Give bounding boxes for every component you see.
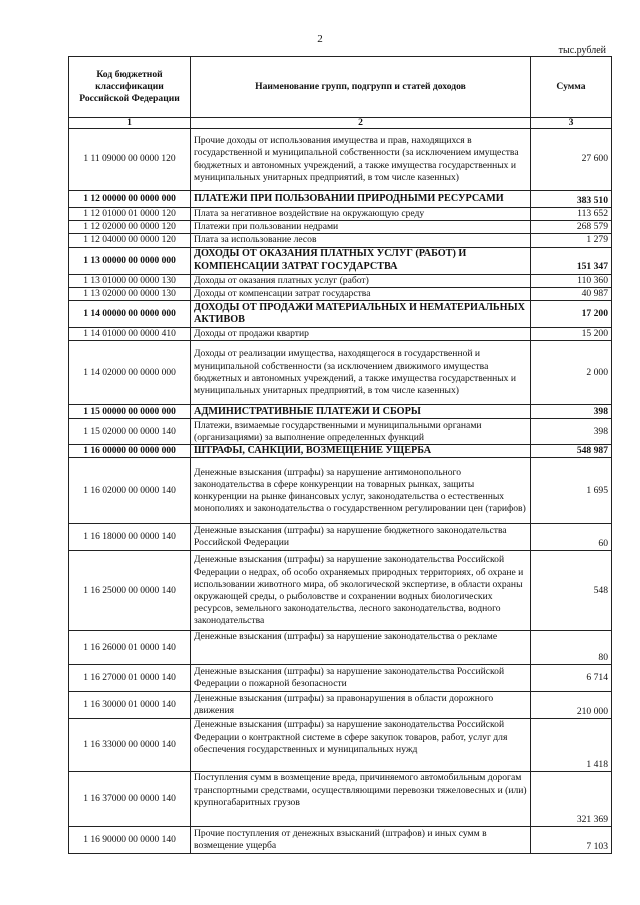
table-row <box>69 301 612 328</box>
row-sum: 1 695 <box>531 458 612 524</box>
row-sum: 548 <box>531 551 612 631</box>
row-name: АДМИНИСТРАТИВНЫЕ ПЛАТЕЖИ И СБОРЫ <box>191 405 531 419</box>
row-name: Денежные взыскания (штрафы) за нарушение антимонопольного законодательства в сфере конкуренции на товарных рынках, защиты конкуренции на рынке финансовых услуг, законодательства о естественных монополиях и законодательства о государственном регулировании цен (тарифов) <box>191 458 531 524</box>
budget-revenue-table <box>68 56 612 854</box>
table-row <box>69 234 612 247</box>
row-name: Поступления сумм в возмещение вреда, причиняемого автомобильным дорогам транспортными средствами, осуществляющими перевозки тяжеловесных и (или) крупногабаритных грузов <box>191 772 531 827</box>
row-code: 1 14 02000 00 0000 000 <box>69 341 191 405</box>
table-row <box>69 247 612 274</box>
row-sum: 1 279 <box>531 234 612 247</box>
row-name: Плата за использование лесов <box>191 234 531 247</box>
column-number: 3 <box>531 118 612 129</box>
row-sum: 548 987 <box>531 445 612 458</box>
row-code: 1 15 02000 00 0000 140 <box>69 419 191 445</box>
table-row <box>69 665 612 692</box>
table-row <box>69 445 612 458</box>
row-sum: 60 <box>531 524 612 551</box>
row-sum: 398 <box>531 405 612 419</box>
row-sum: 398 <box>531 419 612 445</box>
row-code: 1 13 02000 00 0000 130 <box>69 287 191 300</box>
row-code: 1 12 00000 00 0000 000 <box>69 191 191 208</box>
row-name: Прочие поступления от денежных взысканий (штрафов) и иных сумм в возмещение ущерба <box>191 827 531 854</box>
row-code: 1 13 00000 00 0000 000 <box>69 247 191 274</box>
row-sum: 383 510 <box>531 191 612 208</box>
table-row <box>69 287 612 300</box>
column-number-row <box>69 118 612 129</box>
row-name: Доходы от оказания платных услуг (работ) <box>191 274 531 287</box>
row-name: Денежные взыскания (штрафы) за нарушение бюджетного законодательства Российской Федерации <box>191 524 531 551</box>
table-row <box>69 274 612 287</box>
row-code: 1 16 26000 01 0000 140 <box>69 631 191 665</box>
row-name: ШТРАФЫ, САНКЦИИ, ВОЗМЕЩЕНИЕ УЩЕРБА <box>191 445 531 458</box>
row-sum: 110 360 <box>531 274 612 287</box>
row-name: ДОХОДЫ ОТ ОКАЗАНИЯ ПЛАТНЫХ УСЛУГ (РАБОТ) И КОМПЕНСАЦИИ ЗАТРАТ ГОСУДАРСТВА <box>191 247 531 274</box>
row-name: Денежные взыскания (штрафы) за правонарушения в области дорожного движения <box>191 692 531 719</box>
header-code: Код бюджетной классификации Российской Федерации <box>69 57 191 118</box>
row-code: 1 15 00000 00 0000 000 <box>69 405 191 419</box>
table-row <box>69 419 612 445</box>
column-number: 1 <box>69 118 191 129</box>
row-name: Доходы от компенсации затрат государства <box>191 287 531 300</box>
table-row <box>69 221 612 234</box>
table-row <box>69 458 612 524</box>
row-sum: 80 <box>531 631 612 665</box>
row-sum: 113 652 <box>531 208 612 221</box>
row-sum: 27 600 <box>531 129 612 191</box>
row-sum: 268 579 <box>531 221 612 234</box>
row-name: Платежи при пользовании недрами <box>191 221 531 234</box>
table-row <box>69 827 612 854</box>
table-header-row <box>69 57 612 118</box>
table-row <box>69 772 612 827</box>
table-row <box>69 328 612 341</box>
units-label: тыс.рублей <box>558 45 606 56</box>
row-code: 1 11 09000 00 0000 120 <box>69 129 191 191</box>
table-row <box>69 719 612 772</box>
row-name: ПЛАТЕЖИ ПРИ ПОЛЬЗОВАНИИ ПРИРОДНЫМИ РЕСУРСАМИ <box>191 191 531 208</box>
row-code: 1 16 27000 01 0000 140 <box>69 665 191 692</box>
row-code: 1 13 01000 00 0000 130 <box>69 274 191 287</box>
row-sum: 40 987 <box>531 287 612 300</box>
row-name: ДОХОДЫ ОТ ПРОДАЖИ МАТЕРИАЛЬНЫХ И НЕМАТЕРИАЛЬНЫХ АКТИВОВ <box>191 301 531 328</box>
row-name: Прочие доходы от использования имущества и прав, находящихся в государственной и муниципальной собственности (за исключением имущества бюджетных и автономных учреждений, а также имущества государственных и муниципальных унитарных предприятий, в том числе казенных) <box>191 129 531 191</box>
row-sum: 17 200 <box>531 301 612 328</box>
row-code: 1 16 25000 00 0000 140 <box>69 551 191 631</box>
row-code: 1 16 33000 00 0000 140 <box>69 719 191 772</box>
row-code: 1 12 02000 00 0000 120 <box>69 221 191 234</box>
row-code: 1 12 01000 01 0000 120 <box>69 208 191 221</box>
row-name: Денежные взыскания (штрафы) за нарушение законодательства Российской Федерации о пожарной безопасности <box>191 665 531 692</box>
row-sum: 210 000 <box>531 692 612 719</box>
row-name: Платежи, взимаемые государственными и муниципальными органами (организациями) за выполнение определенных функций <box>191 419 531 445</box>
table-row <box>69 631 612 665</box>
table-row <box>69 405 612 419</box>
table-row <box>69 524 612 551</box>
row-sum: 1 418 <box>531 719 612 772</box>
row-code: 1 16 00000 00 0000 000 <box>69 445 191 458</box>
row-code: 1 16 18000 00 0000 140 <box>69 524 191 551</box>
row-sum: 321 369 <box>531 772 612 827</box>
row-code: 1 16 37000 00 0000 140 <box>69 772 191 827</box>
row-sum: 151 347 <box>531 247 612 274</box>
row-name: Плата за негативное воздействие на окружающую среду <box>191 208 531 221</box>
row-code: 1 16 90000 00 0000 140 <box>69 827 191 854</box>
row-sum: 7 103 <box>531 827 612 854</box>
table-row <box>69 692 612 719</box>
row-name: Доходы от продажи квартир <box>191 328 531 341</box>
row-name: Доходы от реализации имущества, находящегося в государственной и муниципальной собственности (за исключением движимого имущества бюджетных и автономных учреждений, а также имущества государственных и муниципальных унитарных предприятий, в том числе казенных) <box>191 341 531 405</box>
header-name: Наименование групп, подгрупп и статей доходов <box>191 57 531 118</box>
table-row <box>69 551 612 631</box>
table-row <box>69 208 612 221</box>
header-sum: Сумма <box>531 57 612 118</box>
row-code: 1 16 02000 00 0000 140 <box>69 458 191 524</box>
row-name: Денежные взыскания (штрафы) за нарушение законодательства Российской Федерации о контрактной системе в сфере закупок товаров, работ, услуг для обеспечения государственных и муниципальных нужд <box>191 719 531 772</box>
row-name: Денежные взыскания (штрафы) за нарушение законодательства о рекламе <box>191 631 531 665</box>
row-code: 1 14 01000 00 0000 410 <box>69 328 191 341</box>
column-number: 2 <box>191 118 531 129</box>
row-code: 1 12 04000 00 0000 120 <box>69 234 191 247</box>
page-number: 2 <box>317 33 323 45</box>
table-row <box>69 191 612 208</box>
row-sum: 15 200 <box>531 328 612 341</box>
row-code: 1 16 30000 01 0000 140 <box>69 692 191 719</box>
table-row <box>69 341 612 405</box>
row-sum: 6 714 <box>531 665 612 692</box>
row-name: Денежные взыскания (штрафы) за нарушение законодательства Российской Федерации о недрах, об особо охраняемых природных территориях, об охране и использовании животного мира, об экологической экспертизе, в области охраны окружающей среды, о рыболовстве и сохранении водных биологических ресурсов, земельного законодательства, лесного законодательства, водного законодательства <box>191 551 531 631</box>
table-row <box>69 129 612 191</box>
row-sum: 2 000 <box>531 341 612 405</box>
row-code: 1 14 00000 00 0000 000 <box>69 301 191 328</box>
